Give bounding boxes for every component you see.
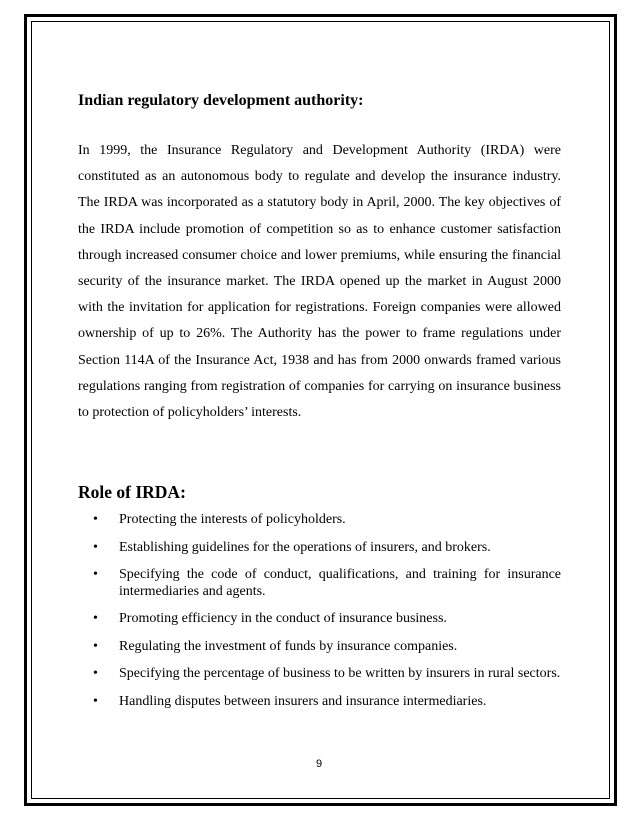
role-list <box>78 512 561 710</box>
irda-paragraph: In 1999, the Insurance Regulatory and Development Authority (IRDA) were constituted as an autonomous body to regulate and develop the insurance industry. The IRDA was incorporated as a statutory body in April, 2000. The key objectives of the IRDA include promotion of competition so as to enhance customer satisfaction through increased consumer choice and lower premiums, while ensuring the financial security of the insurance market. The IRDA opened up the market in August 2000 with the invitation for application for registrations. Foreign companies were allowed ownership of up to 26%. The Authority has the power to frame regulations under Section 114A of the Insurance Act, 1938 and has from 2000 onwards framed various regulations ranging from registration of companies for carrying on insurance business to protection of policyholders’ interests. <box>78 143 561 421</box>
bullet-icon: • <box>93 539 98 555</box>
bullet-icon: • <box>93 512 98 528</box>
list-item-text: Regulating the investment of funds by insurance companies. <box>119 638 458 654</box>
bullet-icon: • <box>93 567 98 583</box>
list-item-text: Establishing guidelines for the operations of insurers, and brokers. <box>119 539 491 555</box>
list-item-text: Specifying the percentage of business to be written by insurers in rural sectors. <box>119 666 561 682</box>
list-item-text: Protecting the interests of policyholders. <box>119 512 346 528</box>
bullet-icon: • <box>93 638 98 654</box>
list-item <box>78 666 561 683</box>
list-item <box>78 567 561 600</box>
bullet-icon: • <box>93 611 98 627</box>
list-item-text: Promoting efficiency in the conduct of insurance business. <box>119 611 447 627</box>
list-item <box>78 540 561 557</box>
list-item-text: Handling disputes between insurers and insurance intermediaries. <box>119 693 487 709</box>
list-item <box>78 694 561 711</box>
list-item <box>78 512 561 529</box>
page-number: 9 <box>315 758 323 770</box>
section-title-irda: Indian regulatory development authority: <box>78 92 364 109</box>
page-content <box>78 90 561 721</box>
list-item-text: Specifying the code of conduct, qualifications, and training for insurance intermediaries and agents. <box>119 567 561 599</box>
list-item <box>78 611 561 628</box>
section-title-role: Role of IRDA: <box>78 482 186 503</box>
list-item <box>78 639 561 656</box>
bullet-icon: • <box>93 693 98 709</box>
bullet-icon: • <box>93 666 98 682</box>
